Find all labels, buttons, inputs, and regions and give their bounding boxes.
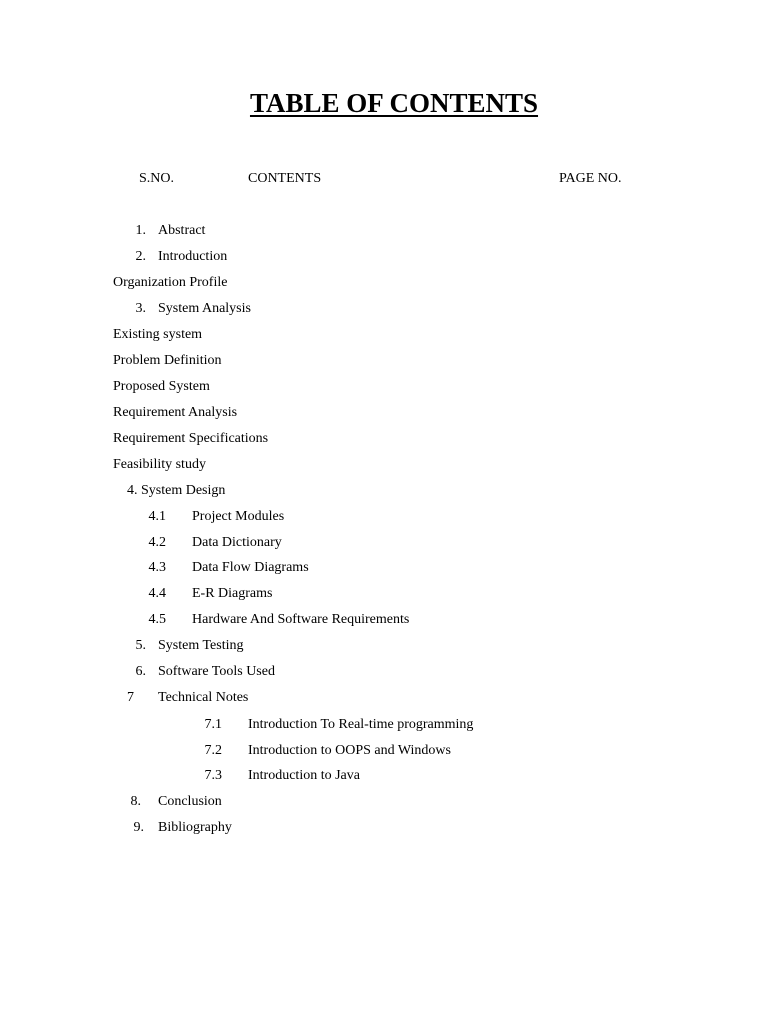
toc-entry-text: Hardware And Software Requirements (192, 612, 410, 627)
toc-entry-text: Requirement Specifications (113, 431, 269, 446)
toc-entry-text: Data Flow Diagrams (192, 560, 309, 575)
toc-entry-text: Requirement Analysis (113, 405, 238, 420)
toc-entry-text: Introduction to Java (248, 768, 360, 783)
toc-entry-number: 3. (135, 301, 146, 316)
toc-entry-number: 6. (135, 664, 146, 679)
toc-entry-text: Proposed System (113, 379, 210, 394)
sno-header: S.NO. (139, 171, 175, 186)
toc-entry-number: 9. (133, 820, 144, 835)
toc-entry-number: 7.3 (204, 768, 222, 783)
toc-entry-number: 7.2 (204, 743, 222, 758)
toc-entry-text: Feasibility study (113, 457, 206, 472)
toc-entry-text: Organization Profile (113, 275, 228, 290)
toc-entry-number: 7.1 (204, 717, 222, 732)
toc-entry-text: Introduction (158, 249, 228, 264)
toc-entry-text: 4. System Design (127, 483, 226, 498)
toc-entry-number: 4.2 (148, 535, 166, 550)
toc-entry-text: Introduction To Real-time programming (248, 717, 474, 732)
contents-header: CONTENTS (248, 171, 322, 186)
toc-entry-text: Technical Notes (158, 690, 249, 705)
toc-entry-text: Existing system (113, 327, 203, 342)
toc-entry-text: Bibliography (158, 820, 232, 835)
toc-entry-text: Software Tools Used (158, 664, 275, 679)
toc-entry-text: Project Modules (192, 509, 285, 524)
toc-entry-text: Conclusion (158, 794, 222, 809)
toc-entry-number: 4.5 (148, 612, 166, 627)
toc-entry-number: 2. (135, 249, 146, 264)
toc-entry-number: 5. (135, 638, 146, 653)
toc-entry-text: System Analysis (158, 301, 251, 316)
toc-entry-number: 8. (130, 794, 141, 809)
toc-entry-number: 7 (127, 690, 134, 705)
toc-entry-text: Introduction to OOPS and Windows (248, 743, 451, 758)
toc-entry-text: Problem Definition (113, 353, 222, 368)
toc-entry-number: 4.3 (148, 560, 166, 575)
toc-entry-text: System Testing (158, 638, 244, 653)
page-no-header: PAGE NO. (559, 171, 622, 186)
toc-entry-text: E-R Diagrams (192, 586, 273, 601)
toc-entry-number: 1. (135, 223, 146, 238)
toc-entry-number: 4.1 (148, 509, 166, 524)
toc-entry-number: 4.4 (148, 586, 166, 601)
toc-entry-text: Abstract (158, 223, 206, 238)
toc-entry-text: Data Dictionary (192, 535, 282, 550)
page-title: TABLE OF CONTENTS (249, 88, 539, 118)
